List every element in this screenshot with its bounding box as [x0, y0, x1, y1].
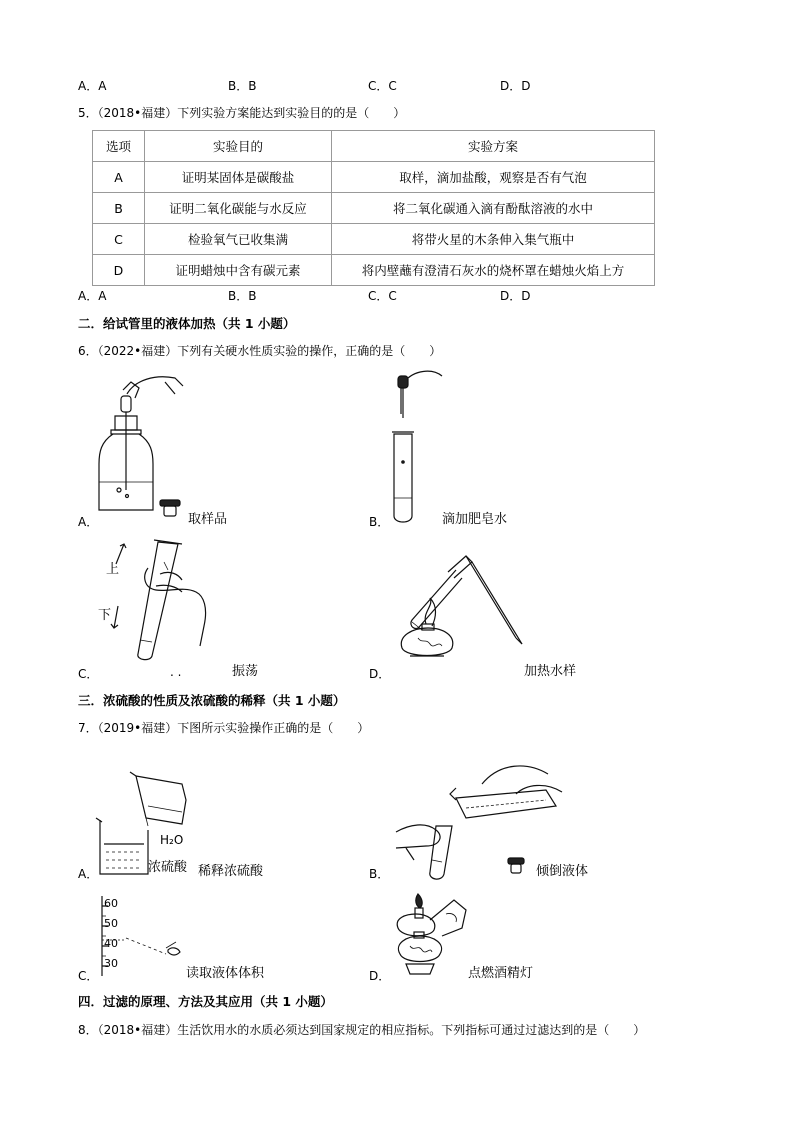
table-cell: 证明某固体是碳酸盐 — [145, 162, 332, 193]
table-cell: 将内壁蘸有澄清石灰水的烧杯罩在蜡烛火焰上方 — [332, 255, 655, 286]
up-arrow-label: 上 — [106, 562, 120, 577]
section-3-title: 三．浓硫酸的性质及浓硫酸的稀释（共 1 小题） — [78, 693, 346, 708]
down-arrow-label: 下 — [98, 608, 112, 623]
question-6-stem: 6．（2022•福建）下列有关硬水性质实验的操作，正确的是（ ） — [78, 344, 442, 358]
table-header-row — [93, 131, 655, 162]
dropper-test-tube-illustration — [388, 366, 458, 528]
option-b: B．B — [228, 79, 257, 93]
table-cell: A — [93, 162, 145, 193]
option-c: C．C — [368, 79, 397, 93]
q6-a-caption: 取样品 — [188, 512, 228, 527]
stopper-icon — [158, 498, 188, 522]
table-row — [93, 162, 655, 193]
q7-a-caption: 稀释浓硫酸 — [198, 864, 264, 879]
tick-label: 40 — [104, 937, 118, 950]
table-header: 实验目的 — [145, 131, 332, 162]
q5-option-a: A．A — [78, 289, 107, 303]
table-cell: 证明蜡烛中含有碳元素 — [145, 255, 332, 286]
q7-a-label: A． — [78, 867, 99, 881]
table-header: 实验方案 — [332, 131, 655, 162]
tick-label: 60 — [104, 897, 118, 910]
q7-d-caption: 点燃酒精灯 — [468, 966, 534, 981]
q6-d-caption: 加热水样 — [524, 664, 577, 679]
table-cell: 将二氧化碳通入滴有酚酞溶液的水中 — [332, 193, 655, 224]
q6-c-label: C． — [78, 667, 99, 681]
q6-a-label: A． — [78, 515, 99, 529]
q6-c-dots: . . — [170, 665, 182, 679]
q7-b-caption: 倾倒液体 — [536, 864, 589, 879]
table-row — [93, 193, 655, 224]
tick-label: 30 — [104, 957, 118, 970]
table-cell: B — [93, 193, 145, 224]
table-cell: 取样，滴加盐酸，观察是否有气泡 — [332, 162, 655, 193]
conc-acid-label: 浓硫酸 — [148, 860, 188, 875]
table-cell: 检验氧气已收集满 — [145, 224, 332, 255]
q6-c-caption: 振荡 — [232, 664, 259, 679]
q5-option-b: B．B — [228, 289, 257, 303]
option-d: D．D — [500, 79, 531, 93]
table-header: 选项 — [93, 131, 145, 162]
table-row — [93, 224, 655, 255]
pouring-liquid-illustration — [396, 748, 566, 880]
q6-b-caption: 滴加肥皂水 — [442, 512, 508, 527]
alcohol-lamps-illustration — [386, 888, 476, 980]
bottle-stopper-icon — [506, 856, 530, 878]
question-7-stem: 7．（2019•福建）下图所示实验操作正确的是（ ） — [78, 721, 370, 735]
heating-test-tube-illustration — [392, 540, 532, 670]
water-label: H₂O — [160, 833, 184, 847]
q7-b-label: B． — [369, 867, 390, 881]
reagent-bottle-illustration — [95, 372, 205, 522]
question-5-stem: 5．（2018•福建）下列实验方案能达到实验目的的是（ ） — [78, 106, 406, 120]
q6-b-label: B． — [369, 515, 390, 529]
q7-c-caption: 读取液体体积 — [186, 966, 265, 981]
tick-label: 50 — [104, 917, 118, 930]
question-8-stem: 8．（2018•福建）生活饮用水的水质必须达到国家规定的相应指标。下列指标可通过过滤达到的是（ ） — [78, 1023, 646, 1037]
q6-d-label: D． — [369, 667, 391, 681]
section-4-title: 四．过滤的原理、方法及其应用（共 1 小题） — [78, 994, 333, 1009]
q5-option-d: D．D — [500, 289, 531, 303]
table-cell: 证明二氧化碳能与水反应 — [145, 193, 332, 224]
q5-option-c: C．C — [368, 289, 397, 303]
section-2-title: 二．给试管里的液体加热（共 1 小题） — [78, 316, 296, 331]
table-cell: C — [93, 224, 145, 255]
q7-c-label: C． — [78, 969, 99, 983]
option-a: A．A — [78, 79, 107, 93]
table-row — [93, 255, 655, 286]
q7-d-label: D． — [369, 969, 391, 983]
table-cell: D — [93, 255, 145, 286]
shaking-test-tube-illustration — [104, 536, 214, 662]
table-cell: 将带火星的木条伸入集气瓶中 — [332, 224, 655, 255]
q5-table — [92, 130, 655, 286]
